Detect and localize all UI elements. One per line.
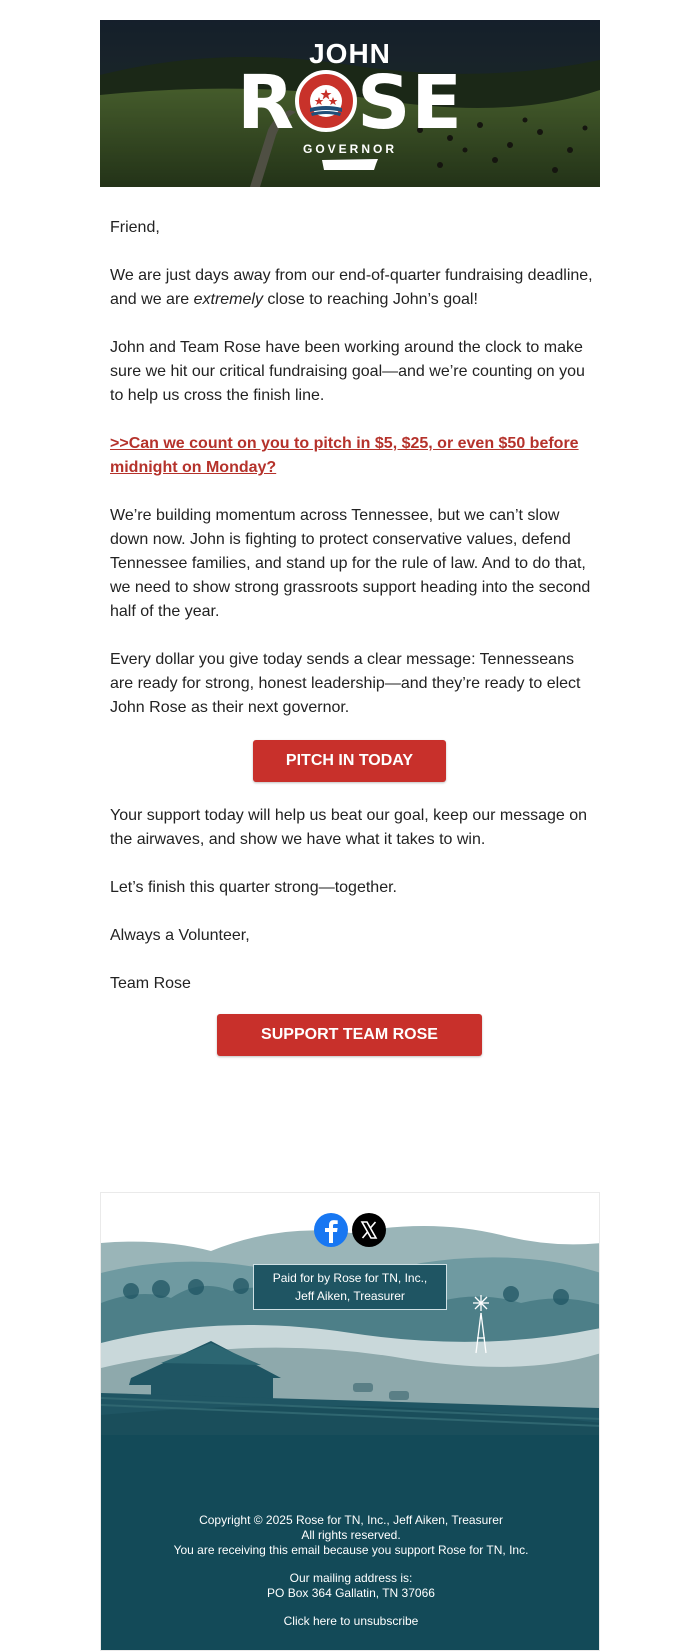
paragraph-support: Your support today will help us beat our goal, keep our message on the airwaves, and show we have what it takes to win.	[110, 807, 588, 848]
facebook-icon[interactable]	[314, 1213, 348, 1247]
logo-last-name	[100, 60, 600, 146]
footer	[100, 1192, 600, 1651]
tennessee-outline-icon	[320, 158, 380, 172]
paid-for-line2: Jeff Aiken, Treasurer	[295, 1289, 405, 1303]
logo-office: GOVERNOR	[302, 142, 397, 156]
mailing-address: PO Box 364 Gallatin, TN 37066	[267, 1586, 435, 1600]
paragraph-deadline-text-a: We are just days away from our end-of-quarter fundraising deadline, and we are	[110, 267, 593, 308]
paragraph-momentum: We’re building momentum across Tennessee, but we can’t slow down now. John is fighting to protect conservative values, defend Tennessee families, and stand up for the rule of law. And to do that, we need to show strong grassroots support heading into the second half of the year.	[110, 507, 591, 620]
logo-letters-se: SE	[357, 60, 463, 146]
header-banner	[100, 20, 600, 187]
donation-ask-link[interactable]: >>Can we count on you to pitch in $5, $25, or even $50 before midnight on Monday?	[110, 435, 579, 476]
unsubscribe-link	[101, 1614, 600, 1629]
logo-letter-r: R	[237, 60, 296, 146]
subscription-reason: You are receiving this email because you support Rose for TN, Inc.	[173, 1543, 529, 1557]
emphasis-extremely: extremely	[193, 291, 263, 308]
greeting: Friend,	[110, 219, 160, 236]
unsubscribe-anchor[interactable]: Click here to unsubscribe	[283, 1614, 419, 1628]
support-team-rose-button[interactable]: SUPPORT TEAM ROSE	[217, 1014, 482, 1056]
signoff: Always a Volunteer,	[110, 927, 250, 944]
logo-first-name: JOHN	[309, 38, 391, 69]
signature: Team Rose	[110, 975, 191, 992]
paragraph-deadline	[110, 264, 595, 312]
paragraph-finish: Let’s finish this quarter strong—together.	[110, 879, 397, 896]
paragraph-message: Every dollar you give today sends a clear message: Tennesseans are ready for strong, honest leadership—and they’re ready to elect John Rose as their next governor.	[110, 651, 581, 716]
paragraph-deadline-text-b: close to reaching John’s goal!	[262, 291, 478, 308]
pitch-in-button[interactable]: PITCH IN TODAY	[253, 740, 446, 782]
mailing-label: Our mailing address is:	[289, 1571, 413, 1585]
paragraph-team: John and Team Rose have been working around the clock to make sure we hit our critical fundraising goal—and we’re counting on you to help us cross the finish line.	[110, 339, 585, 404]
tennessee-stars-icon	[295, 70, 357, 132]
paid-for-disclaimer	[253, 1264, 447, 1310]
rights-text: All rights reserved.	[301, 1528, 401, 1542]
donation-ask-link-wrap	[110, 432, 595, 480]
copyright-text: Copyright © 2025 Rose for TN, Inc., Jeff Aiken, Treasurer	[199, 1513, 503, 1527]
x-icon[interactable]	[352, 1213, 386, 1247]
paid-for-line1: Paid for by Rose for TN, Inc.,	[272, 1271, 428, 1285]
